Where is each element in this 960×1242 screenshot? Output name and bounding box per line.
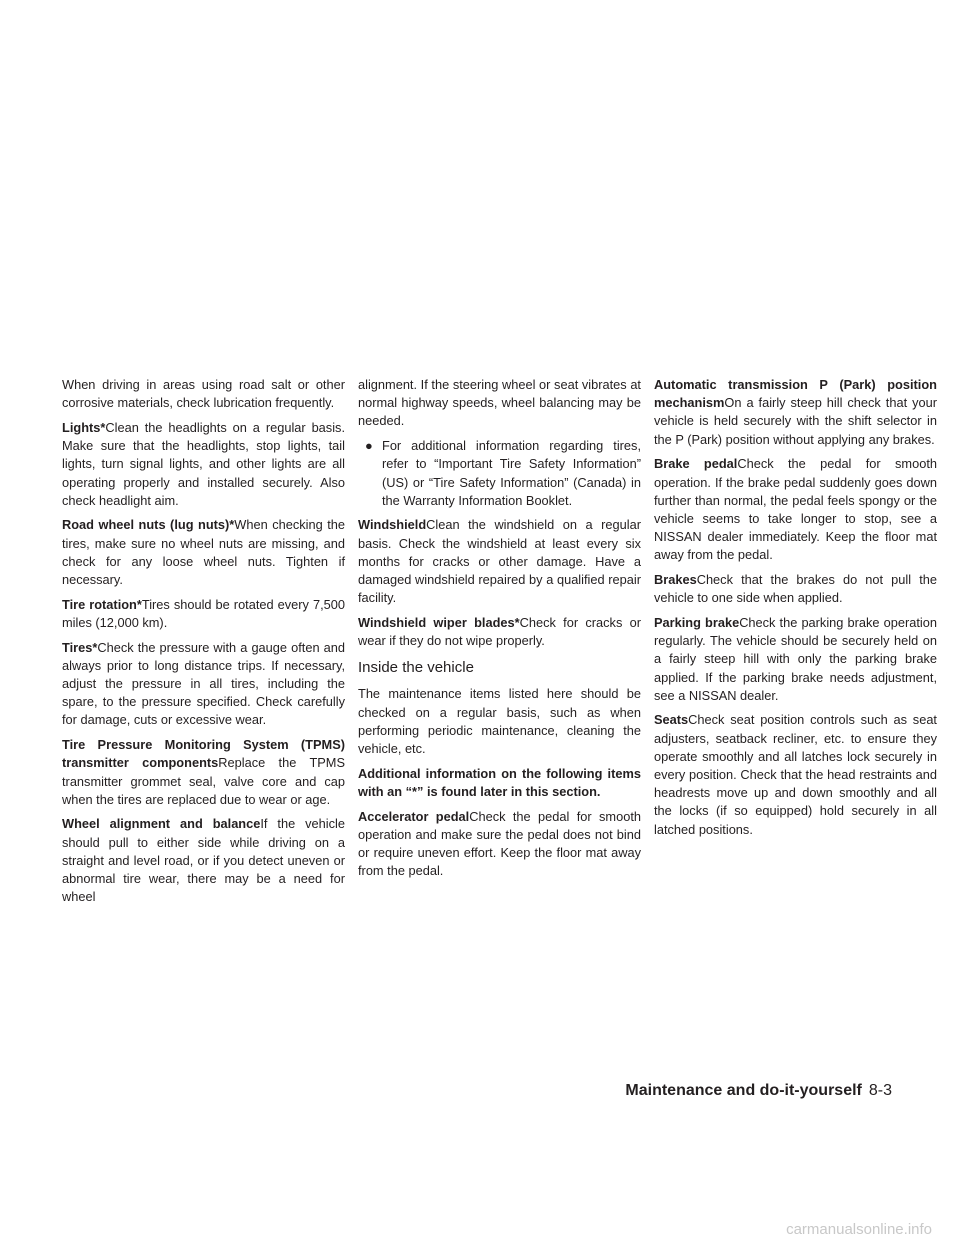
tire-rotation-entry	[62, 596, 345, 632]
wheel-alignment-entry	[62, 815, 345, 906]
entry-text: Clean the headlights on a regular basis. Make sure that the headlights, stop lights, tail lights, turn signal lights, and other lights are all operating properly and installed securely. Also check headlight aim.	[62, 419, 345, 508]
brakes-entry	[654, 571, 937, 607]
entry-text: Check the pedal for smooth operation and make sure the pedal does not bind or require uneven effort. Keep the floor mat away from the pedal.	[358, 808, 641, 879]
entry-term: Brake pedal	[654, 456, 738, 472]
list-item	[358, 437, 641, 510]
entry-text: Tires should be rotated every 7,500 miles (12,000 km).	[62, 596, 345, 630]
note-text: Additional information on the following items with an “*” is found later in this section.	[358, 765, 641, 799]
entry-text: Replace the TPMS transmitter grommet seal, valve core and cap when the tires are replaced due to wear or age.	[62, 755, 345, 807]
list-item-text: For additional information regarding tires, refer to “Important Tire Safety Information” (US) or “Tire Safety Information” (Canada) in the Warranty Information Booklet.	[382, 438, 641, 508]
entry-term: Windshield wiper blades*	[358, 614, 520, 630]
column-left	[62, 376, 345, 913]
entry-term: Brakes	[654, 572, 697, 588]
entry-text: Check seat position controls such as seat adjusters, seatback recliner, etc. to ensure they operate smoothly and all latches lock securely in every position. Check that the head restraints and headrests move up and down smoothly and all the locks (if so equipped) hold securely in all latched positions.	[654, 712, 937, 837]
note-paragraph	[358, 765, 641, 801]
windshield-entry	[358, 516, 641, 607]
wiper-blades-entry	[358, 614, 641, 650]
entry-term: Wheel alignment and balance	[62, 816, 261, 832]
entry-text: Check that the brakes do not pull the vehicle to one side when applied.	[654, 572, 937, 606]
entry-term: Seats	[654, 712, 689, 728]
entry-text: When checking the tires, make sure no wheel nuts are missing, and check for any loose wheel nuts. Tighten if necessary.	[62, 517, 345, 588]
footer-section-title: Maintenance and do-it-yourself	[625, 1082, 862, 1099]
column-right	[654, 376, 937, 845]
intro-paragraph: When driving in areas using road salt or other corrosive materials, check lubrication frequently.	[62, 377, 345, 411]
parking-brake-entry	[654, 614, 937, 705]
seats-entry	[654, 711, 937, 838]
page-footer	[625, 1082, 892, 1100]
entry-text: Check for cracks or wear if they do not wipe properly.	[358, 614, 641, 649]
entry-text: Check the parking brake operation regularly. The vehicle should be securely held on a fairly steep hill with only the parking brake applied. If the parking brake needs adjustment, see a NISSAN dealer.	[654, 614, 937, 703]
bullet-icon: ●	[365, 438, 373, 454]
entry-term: Lights*	[62, 419, 106, 435]
brake-pedal-entry	[654, 455, 937, 564]
entry-term: Accelerator pedal	[358, 808, 470, 824]
bullet-list	[358, 437, 641, 510]
entry-text: Check the pedal for smooth operation. If the brake pedal suddenly goes down further than normal, the pedal feels spongy or the vehicle seems to take longer to stop, see a NISSAN dealer immediately. Keep the floor mat away from the pedal.	[654, 456, 937, 563]
entry-term: Parking brake	[654, 614, 740, 630]
tpms-entry	[62, 736, 345, 809]
watermark[interactable]: carmanualsonline.info	[786, 1221, 932, 1238]
entry-term: Road wheel nuts (lug nuts)*	[62, 517, 235, 533]
accelerator-pedal-entry	[358, 808, 641, 881]
entry-term: Tire Pressure Monitoring System (TPMS) transmitter components	[62, 737, 345, 771]
entry-text: On a fairly steep hill check that your vehicle is held securely with the shift selector in the P (Park) position without applying any brakes.	[654, 395, 937, 447]
continuation-paragraph: alignment. If the steering wheel or seat vibrates at normal highway speeds, wheel balancing may be needed.	[358, 377, 641, 429]
lights-entry	[62, 419, 345, 510]
column-middle	[358, 376, 641, 887]
entry-text: If the vehicle should pull to either side while driving on a straight and level road, or if you detect uneven or abnormal tire wear, there may be a need for wheel	[62, 816, 345, 905]
entry-text: Check the pressure with a gauge often and always prior to long distance trips. If necessary, adjust the pressure in all tires, including the spare, to the pressure specified. Check carefully for damage, cuts or excessive wear.	[62, 639, 345, 728]
lug-nuts-entry	[62, 516, 345, 589]
park-mechanism-entry	[654, 376, 937, 449]
entry-term: Tire rotation*	[62, 596, 142, 612]
entry-term: Tires*	[62, 639, 98, 655]
tires-entry	[62, 639, 345, 730]
entry-term: Windshield	[358, 517, 427, 533]
inside-intro-paragraph: The maintenance items listed here should be checked on a regular basis, such as when performing periodic maintenance, cleaning the vehicle, etc.	[358, 686, 641, 756]
entry-text: Clean the windshield on a regular basis. Check the windshield at least every six months for cracks or other damage. Have a damaged windshield repaired by a qualified repair facility.	[358, 517, 641, 606]
page-number: 8-3	[868, 1082, 892, 1099]
section-heading: Inside the vehicle	[358, 659, 474, 677]
entry-term: Automatic transmission P (Park) position mechanism	[654, 377, 937, 411]
